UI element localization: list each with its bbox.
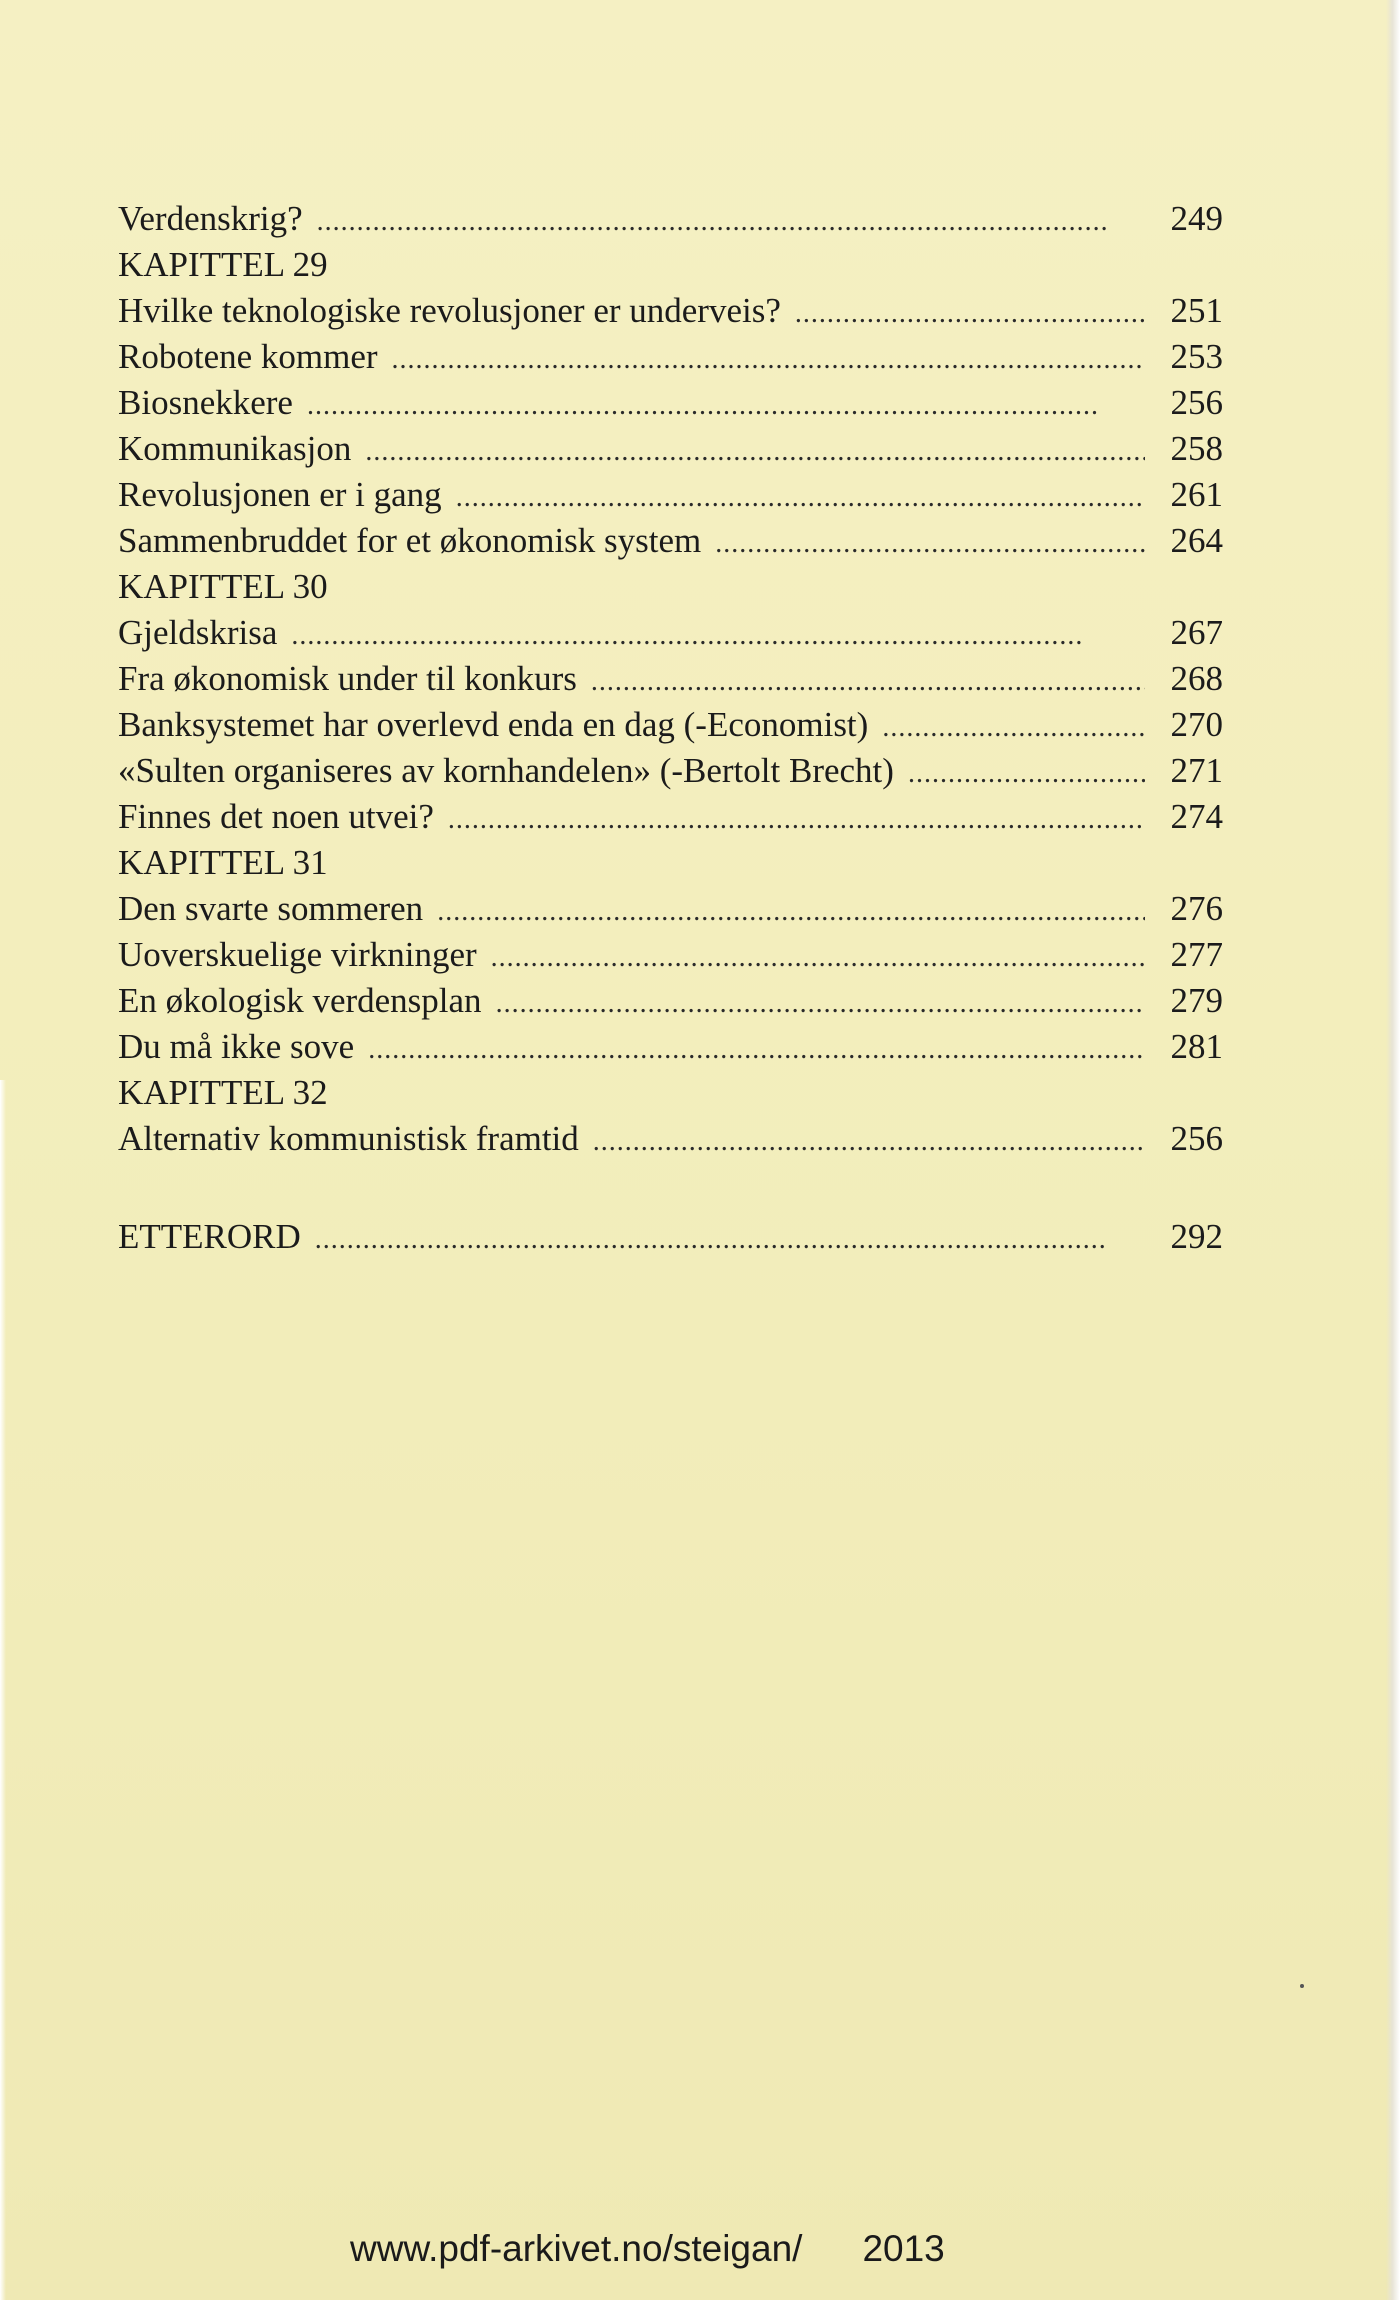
toc-entry — [118, 978, 1223, 1024]
dot-leader — [456, 475, 1145, 521]
dot-leader — [908, 751, 1145, 797]
toc-entry-page: 274 — [1170, 797, 1223, 836]
toc-entry-title: Alternativ kommunistisk framtid — [118, 1119, 579, 1158]
dot-leader — [392, 337, 1145, 383]
toc-entry-page: 267 — [1170, 613, 1223, 652]
toc-entry-title: Du må ikke sove — [118, 1027, 355, 1066]
toc-entry — [118, 288, 1223, 334]
toc-entry — [118, 380, 1223, 426]
toc-entry — [118, 932, 1223, 978]
afterword-title: ETTERORD — [118, 1217, 301, 1256]
dust-speck — [1300, 1984, 1304, 1988]
dot-leader — [315, 1217, 1145, 1263]
toc-entry-title: Uoverskuelige virkninger — [118, 935, 477, 974]
toc-entry-page: 277 — [1170, 935, 1223, 974]
toc-entry-title: Kommunikasjon — [118, 429, 352, 468]
dot-leader — [593, 1119, 1145, 1165]
chapter-heading-label: KAPITTEL 31 — [118, 843, 328, 882]
toc-entry — [118, 656, 1223, 702]
toc-entry — [118, 610, 1223, 656]
toc-entry-page: 251 — [1170, 291, 1223, 330]
toc-entry-page: 281 — [1170, 1027, 1223, 1066]
toc-entry-afterword — [118, 1214, 1223, 1260]
toc-entry-title: Revolusjonen er i gang — [118, 475, 442, 514]
page-edge-left — [0, 1080, 6, 2300]
dot-leader — [448, 797, 1145, 843]
toc-entry — [118, 702, 1223, 748]
dot-leader — [715, 521, 1145, 567]
toc-entry — [118, 886, 1223, 932]
toc-entry — [118, 1024, 1223, 1070]
dot-leader — [307, 383, 1145, 429]
toc-entry-title: Robotene kommer — [118, 337, 378, 376]
afterword-page: 292 — [1170, 1217, 1223, 1256]
toc-entry — [118, 426, 1223, 472]
toc-entry-title: Gjeldskrisa — [118, 613, 278, 652]
page-footer — [350, 2228, 1050, 2270]
toc-entry-title: Sammenbruddet for et økonomisk system — [118, 521, 702, 560]
dot-leader — [491, 935, 1145, 981]
toc-entry-title: Finnes det noen utvei? — [118, 797, 434, 836]
chapter-heading-label: KAPITTEL 29 — [118, 245, 328, 284]
dot-leader — [496, 981, 1145, 1027]
chapter-heading — [118, 840, 1223, 886]
toc-entry-title: Banksystemet har overlevd enda en dag (-Economist) — [118, 705, 869, 744]
toc-entry-page: 253 — [1170, 337, 1223, 376]
toc-entry-page: 249 — [1170, 199, 1223, 238]
toc-entry-title: Hvilke teknologiske revolusjoner er underveis? — [118, 291, 781, 330]
toc-entry-page: 258 — [1170, 429, 1223, 468]
page-edge-right — [1386, 0, 1400, 2300]
toc-entry-title: Biosnekkere — [118, 383, 293, 422]
dot-leader — [291, 613, 1145, 659]
toc-entry-page: 270 — [1170, 705, 1223, 744]
dot-leader — [795, 291, 1145, 337]
section-gap — [118, 1162, 1223, 1214]
dot-leader — [365, 429, 1145, 475]
toc-entry — [118, 334, 1223, 380]
toc-entry — [118, 472, 1223, 518]
dot-leader — [368, 1027, 1145, 1073]
toc-entry-page: 264 — [1170, 521, 1223, 560]
footer-year: 2013 — [862, 2228, 945, 2269]
toc-entry — [118, 794, 1223, 840]
toc-entry-page: 256 — [1170, 1119, 1223, 1158]
toc-entry — [118, 196, 1223, 242]
toc-entry-title: «Sulten organiseres av kornhandelen» (-Bertolt Brecht) — [118, 751, 894, 790]
chapter-heading — [118, 564, 1223, 610]
toc-entry-page: 261 — [1170, 475, 1223, 514]
dot-leader — [591, 659, 1145, 705]
footer-url: www.pdf-arkivet.no/steigan/ — [350, 2228, 803, 2269]
toc-entry — [118, 518, 1223, 564]
toc-entry-page: 268 — [1170, 659, 1223, 698]
toc-entry-title: En økologisk verdensplan — [118, 981, 482, 1020]
toc-entry-title: Den svarte sommeren — [118, 889, 424, 928]
chapter-heading — [118, 242, 1223, 288]
chapter-heading-label: KAPITTEL 32 — [118, 1073, 328, 1112]
toc-entry-title: Verdenskrig? — [118, 199, 303, 238]
toc-entry-page: 279 — [1170, 981, 1223, 1020]
toc-entry-page: 271 — [1170, 751, 1223, 790]
toc-entry — [118, 1116, 1223, 1162]
dot-leader — [882, 705, 1145, 751]
toc-entry — [118, 748, 1223, 794]
dot-leader — [317, 199, 1145, 245]
chapter-heading — [118, 1070, 1223, 1116]
toc-entry-title: Fra økonomisk under til konkurs — [118, 659, 577, 698]
toc-entry-page: 276 — [1170, 889, 1223, 928]
dot-leader — [437, 889, 1145, 935]
table-of-contents — [118, 196, 1223, 1260]
chapter-heading-label: KAPITTEL 30 — [118, 567, 328, 606]
toc-entry-page: 256 — [1170, 383, 1223, 422]
